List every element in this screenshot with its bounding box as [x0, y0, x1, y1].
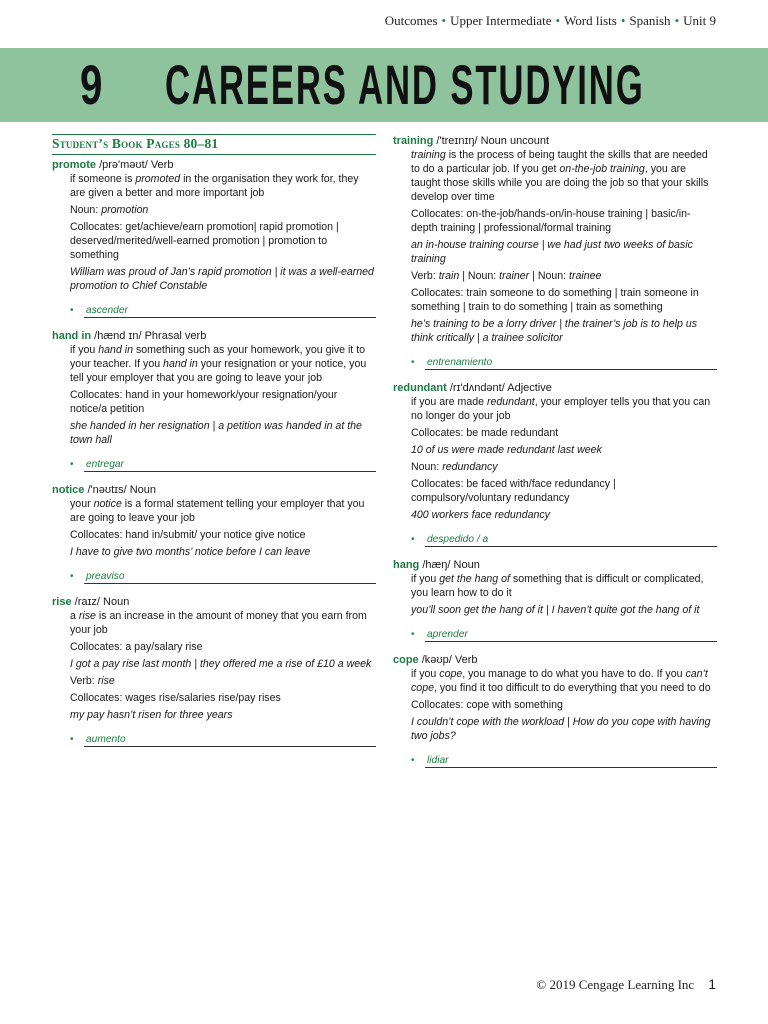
text-run: Verb:: [411, 270, 439, 282]
pronunciation: /rɪ'dʌndənt/: [449, 382, 505, 394]
text-run: hand in: [163, 358, 198, 370]
text-run: trainer: [499, 270, 530, 282]
entry-body: [52, 343, 376, 447]
text-run: Collocates: be faced with/face redundancy | compulsory/voluntary redundancy: [411, 478, 616, 504]
pronunciation: /'treɪnɪŋ/: [436, 135, 478, 147]
bullet-icon: •: [411, 755, 415, 766]
text-run: if you are made: [411, 396, 487, 408]
text-run: Verb:: [70, 675, 98, 687]
entry-headline: [393, 653, 717, 667]
entry-line: [411, 426, 717, 440]
bullet-icon: •: [70, 734, 74, 745]
translation-line: [393, 533, 717, 547]
definition: [70, 172, 376, 200]
headword: promote: [52, 159, 96, 171]
text-run: rise: [97, 675, 115, 687]
entry-line: [411, 269, 717, 283]
headword: rise: [52, 596, 72, 608]
text-run: promotion: [101, 204, 149, 216]
text-run: redundancy: [442, 461, 498, 473]
bullet-icon: •: [70, 571, 74, 582]
text-run: something such as your homework, you give it to your teacher. If you: [70, 344, 366, 370]
text-run: is an increase in the amount of money that you earn from your job: [70, 610, 367, 636]
bullet-icon: •: [411, 534, 415, 545]
translation-text: despedido / a: [425, 533, 717, 547]
bullet-icon: •: [411, 357, 415, 368]
entry-line: [70, 674, 376, 688]
breadcrumb-item: Upper Intermediate: [450, 13, 552, 28]
translation-text: aprender: [425, 628, 717, 642]
entry-headline: [393, 381, 717, 395]
text-run: trainee: [569, 270, 602, 282]
headword: notice: [52, 484, 85, 496]
translation-line: [52, 733, 376, 747]
pronunciation: /'nəʊtɪs/: [87, 484, 127, 496]
part-of-speech: Adjective: [507, 382, 552, 394]
headword: cope: [393, 654, 419, 666]
pronunciation: /hænd ɪn/: [94, 330, 142, 342]
text-run: Collocates: get/achieve/earn promotion| rapid promotion | deserved/merited/well-earned promotion | promotion to something: [70, 221, 339, 261]
entry-line: [70, 203, 376, 217]
text-run: William was proud of Jan’s rapid promotion | it was a well-earned promotion to Chief Constable: [70, 266, 374, 292]
text-run: promoted: [135, 173, 181, 185]
text-run: Collocates: hand in your homework/your resignation/your notice/a petition: [70, 389, 338, 415]
part-of-speech: Noun: [103, 596, 130, 608]
entry-list: [393, 134, 717, 768]
breadcrumb: [385, 13, 716, 29]
definition: [411, 395, 717, 423]
entry-line: [70, 388, 376, 416]
entry-cope: [393, 653, 717, 768]
section-title: Student’s Book Pages 80–81: [52, 134, 376, 155]
headword: hand in: [52, 330, 92, 342]
text-run: Collocates: a pay/salary rise: [70, 641, 203, 653]
entry-line: [411, 698, 717, 712]
entry-headline: [52, 329, 376, 343]
entry-hand-in: [52, 329, 376, 472]
entry-line: [70, 691, 376, 705]
bullet-icon: •: [555, 13, 561, 28]
definition: [411, 572, 717, 600]
entry-line: [70, 545, 376, 559]
entry-body: [393, 572, 717, 617]
entry-headline: [52, 595, 376, 609]
definition: [411, 148, 717, 204]
bullet-icon: •: [70, 305, 74, 316]
entry-line: [411, 603, 717, 617]
page-number: 1: [708, 976, 716, 992]
translation-text: aumento: [84, 733, 376, 747]
text-run: your: [70, 498, 94, 510]
bullet-icon: •: [441, 13, 447, 28]
text-run: , you are taught those skills while you are doing the job so that your skills develop over time: [411, 163, 709, 203]
text-run: , your employer tells you that you can no longer do your job: [411, 396, 711, 422]
entry-line: [70, 528, 376, 542]
entry-line: [411, 715, 717, 743]
entry-headline: [393, 134, 717, 148]
copyright: © 2019 Cengage Learning Inc: [536, 977, 695, 992]
entry-body: [52, 497, 376, 559]
right-column: [393, 134, 717, 779]
entry-body: [393, 148, 717, 345]
text-run: Collocates: hand in/submit/ your notice give notice: [70, 529, 306, 541]
text-run: if you: [411, 668, 440, 680]
text-run: he’s training to be a lorry driver | the trainer’s job is to help us think critically | a trainee solicitor: [411, 318, 697, 344]
pronunciation: /kəʊp/: [421, 654, 452, 666]
text-run: notice: [93, 498, 122, 510]
text-run: , you manage to do what you have to do. If you: [462, 668, 686, 680]
text-run: | Noun:: [529, 270, 570, 282]
pronunciation: /raɪz/: [74, 596, 100, 608]
entry-list: [52, 158, 376, 747]
text-run: I got a pay rise last month | they offered me a rise of £10 a week: [70, 658, 372, 670]
headword: hang: [393, 559, 420, 571]
translation-line: [393, 628, 717, 642]
part-of-speech: Verb: [150, 159, 174, 171]
entry-line: [70, 708, 376, 722]
entry-rise: [52, 595, 376, 747]
entry-body: [393, 667, 717, 743]
entry-line: [411, 207, 717, 235]
text-run: can’t cope: [411, 668, 708, 694]
definition: [70, 343, 376, 385]
entry-line: [70, 640, 376, 654]
breadcrumb-item: Spanish: [629, 13, 671, 28]
text-run: train: [438, 270, 460, 282]
translation-text: lidiar: [425, 754, 717, 768]
text-run: 10 of us were made redundant last week: [411, 444, 602, 456]
unit-banner: [0, 48, 768, 122]
left-column: [52, 134, 376, 758]
part-of-speech: Noun uncount: [480, 135, 550, 147]
translation-line: [393, 356, 717, 370]
entry-line: [411, 477, 717, 505]
text-run: is a formal statement telling your employer that you are going to leave your job: [70, 498, 365, 524]
text-run: Collocates: be made redundant: [411, 427, 559, 439]
headword: training: [393, 135, 434, 147]
text-run: cope: [439, 668, 463, 680]
breadcrumb-item: Word lists: [564, 13, 617, 28]
breadcrumb-item: Outcomes: [384, 13, 438, 28]
entry-headline: [393, 558, 717, 572]
text-run: Collocates: wages rise/salaries rise/pay rises: [70, 692, 281, 704]
text-run: I have to give two months’ notice before I can leave: [70, 546, 311, 558]
entry-notice: [52, 483, 376, 584]
text-run: if you: [411, 573, 440, 585]
text-run: you’ll soon get the hang of it | I haven’t quite got the hang of it: [411, 604, 700, 616]
text-run: Noun:: [70, 204, 102, 216]
text-run: rise: [78, 610, 96, 622]
part-of-speech: Noun: [453, 559, 480, 571]
text-run: hand in: [98, 344, 134, 356]
text-run: Noun:: [411, 461, 443, 473]
bullet-icon: •: [674, 13, 680, 28]
text-run: Collocates: cope with something: [411, 699, 563, 711]
breadcrumb-item: Unit 9: [683, 13, 716, 28]
entry-body: [52, 609, 376, 722]
headword: redundant: [393, 382, 447, 394]
text-run: | Noun:: [459, 270, 500, 282]
part-of-speech: Phrasal verb: [144, 330, 207, 342]
text-run: 400 workers face redundancy: [411, 509, 550, 521]
entry-line: [70, 657, 376, 671]
text-run: Collocates: train someone to do something | train someone in something | train to do something | train as something: [411, 287, 699, 313]
entry-headline: [52, 158, 376, 172]
translation-line: [52, 570, 376, 584]
translation-line: [393, 754, 717, 768]
text-run: on-the-job training: [559, 163, 645, 175]
entry-line: [411, 286, 717, 314]
entry-line: [70, 419, 376, 447]
text-run: a: [70, 610, 79, 622]
translation-text: preaviso: [84, 570, 376, 584]
unit-title: CAREERS AND STUDYING: [165, 53, 645, 116]
text-run: get the hang of: [439, 573, 510, 585]
text-run: training: [411, 149, 446, 161]
text-run: , you find it too difficult to do everything that you need to do: [433, 682, 711, 694]
pronunciation: /prə'məʊt/: [99, 159, 148, 171]
definition: [70, 609, 376, 637]
definition: [70, 497, 376, 525]
text-run: an in-house training course | we had just two weeks of basic training: [411, 239, 693, 265]
entry-line: [70, 220, 376, 262]
entry-redundant: [393, 381, 717, 547]
entry-headline: [52, 483, 376, 497]
translation-text: ascender: [84, 304, 376, 318]
unit-number: 9: [80, 53, 104, 116]
text-run: if you: [70, 344, 99, 356]
translation-text: entregar: [84, 458, 376, 472]
entry-hang: [393, 558, 717, 642]
bullet-icon: •: [411, 629, 415, 640]
entry-line: [411, 443, 717, 457]
entry-line: [411, 460, 717, 474]
entry-body: [52, 172, 376, 293]
entry-line: [411, 508, 717, 522]
translation-text: entrenamiento: [425, 356, 717, 370]
bullet-icon: •: [620, 13, 626, 28]
text-run: she handed in her resignation | a petition was handed in at the town hall: [70, 420, 362, 446]
text-run: your resignation or your notice, you tell your employer that you are going to leave your job: [70, 358, 367, 384]
bullet-icon: •: [70, 459, 74, 470]
part-of-speech: Verb: [454, 654, 478, 666]
text-run: Collocates: on-the-job/hands-on/in-house training | basic/in-depth training | professional/formal training: [411, 208, 691, 234]
translation-line: [52, 304, 376, 318]
entry-line: [411, 238, 717, 266]
text-run: in the organisation they work for, they are given a better and more important job: [70, 173, 359, 199]
entry-training: [393, 134, 717, 370]
translation-line: [52, 458, 376, 472]
entry-promote: [52, 158, 376, 318]
text-run: I couldn’t cope with the workload | How do you cope with having two jobs?: [411, 716, 711, 742]
text-run: something that is difficult or complicated, you learn how to do it: [411, 573, 704, 599]
text-run: my pay hasn’t risen for three years: [70, 709, 233, 721]
entry-line: [411, 317, 717, 345]
part-of-speech: Noun: [129, 484, 156, 496]
text-run: is the process of being taught the skills that are needed to do a particular job. If you get: [411, 149, 708, 175]
pronunciation: /hæŋ/: [422, 559, 451, 571]
page-footer: [536, 976, 716, 993]
entry-line: [70, 265, 376, 293]
text-run: if someone is: [70, 173, 136, 185]
entry-body: [393, 395, 717, 522]
text-run: redundant: [486, 396, 535, 408]
definition: [411, 667, 717, 695]
